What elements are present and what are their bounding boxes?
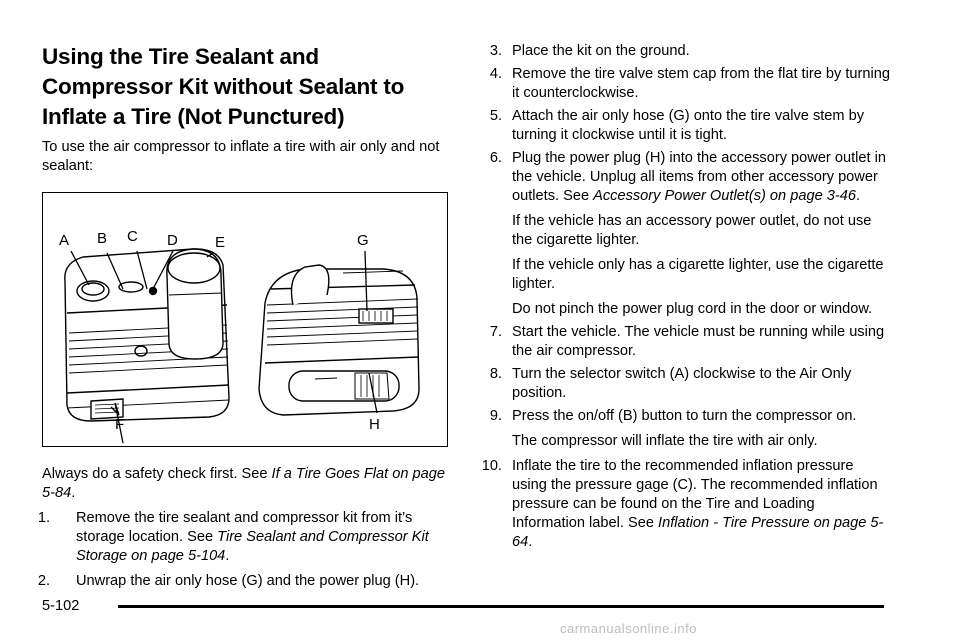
step-6: 6. Plug the power plug (H) into the accessory power outlet in the vehicle. Unplug all items from other accessory power outlets. See Accessory Power Outlet(s) on page 3-46. [489, 150, 886, 204]
step-3: 3. Place the kit on the ground. [489, 43, 690, 59]
step-6-note-1: If the vehicle has an accessory power outlet, do not use the cigarette lighter. [512, 213, 872, 248]
compressor-rear-drawing [259, 265, 419, 415]
left-steps-list [37, 509, 448, 591]
watermark: carmanualsonline.info [560, 621, 697, 636]
step-6-note-2: If the vehicle only has a cigarette lighter, use the cigarette lighter. [512, 257, 884, 292]
step-5: 5. Attach the air only hose (G) onto the tire valve stem by turning it clockwise until it is tight. [489, 108, 865, 143]
compressor-body-drawing [65, 249, 229, 421]
step-2: 2. Unwrap the air only hose (G) and the power plug (H). [37, 573, 420, 589]
step-7: 7. Start the vehicle. The vehicle must be running while using the air compressor. [489, 324, 885, 359]
step-8: 8. Turn the selector switch (A) clockwise to the Air Only position. [489, 366, 852, 401]
figure-label-f: F [115, 416, 125, 433]
figure-label-h: H [369, 416, 380, 433]
figure-label-b: B [97, 230, 108, 247]
step-9: 9. Press the on/off (B) button to turn the compressor on. [489, 408, 857, 424]
right-column [470, 42, 890, 552]
figure-label-a: A [59, 232, 70, 249]
left-column [37, 42, 448, 591]
section-heading: Using the Tire Sealant and Compressor Kit without Sealant to Inflate a Tire (Not Punctured) [42, 44, 405, 129]
step-10: 10. Inflate the tire to the recommended inflation pressure using the pressure gage (C). The recommended inflation pressure can be found on the Tire and Loading Information label. See Inflation - Tire Pressure on page 5-64. [481, 458, 884, 550]
step-6-note-3: Do not pinch the power plug cord in the door or window. [512, 301, 873, 317]
power-outlet-reference: Accessory Power Outlet(s) on page 3-46 [593, 188, 856, 204]
step-9-note: The compressor will inflate the tire with air only. [512, 433, 818, 449]
right-steps-list-c [470, 457, 890, 552]
safety-reference: If a Tire Goes Flat on page 5-84 [42, 466, 446, 501]
right-steps-list [470, 42, 890, 206]
step-4: 4. Remove the tire valve stem cap from the flat tire by turning it counterclockwise. [489, 66, 890, 101]
figure-label-e: E [215, 234, 226, 251]
right-steps-list-b [470, 323, 890, 426]
figure-label-g: G [357, 232, 369, 249]
safety-check-paragraph: Always do a safety check first. See If a Tire Goes Flat on page 5-84. [42, 466, 446, 501]
page-number: 5-102 [42, 598, 80, 614]
inflation-reference: Inflation - Tire Pressure on page 5-64 [512, 515, 884, 550]
compressor-kit-illustration [42, 192, 448, 447]
figure-label-c: C [127, 228, 138, 245]
footer-rule [118, 605, 884, 608]
figure-label-d: D [167, 232, 178, 249]
step-1: 1. Remove the tire sealant and compressor kit from it’s storage location. See Tire Sealant and Compressor Kit Storage on page 5-104. [37, 510, 429, 564]
intro-paragraph: To use the air compressor to inflate a tire with air only and not sealant: [42, 139, 440, 174]
storage-reference: Tire Sealant and Compressor Kit Storage on page 5-104 [76, 529, 429, 564]
